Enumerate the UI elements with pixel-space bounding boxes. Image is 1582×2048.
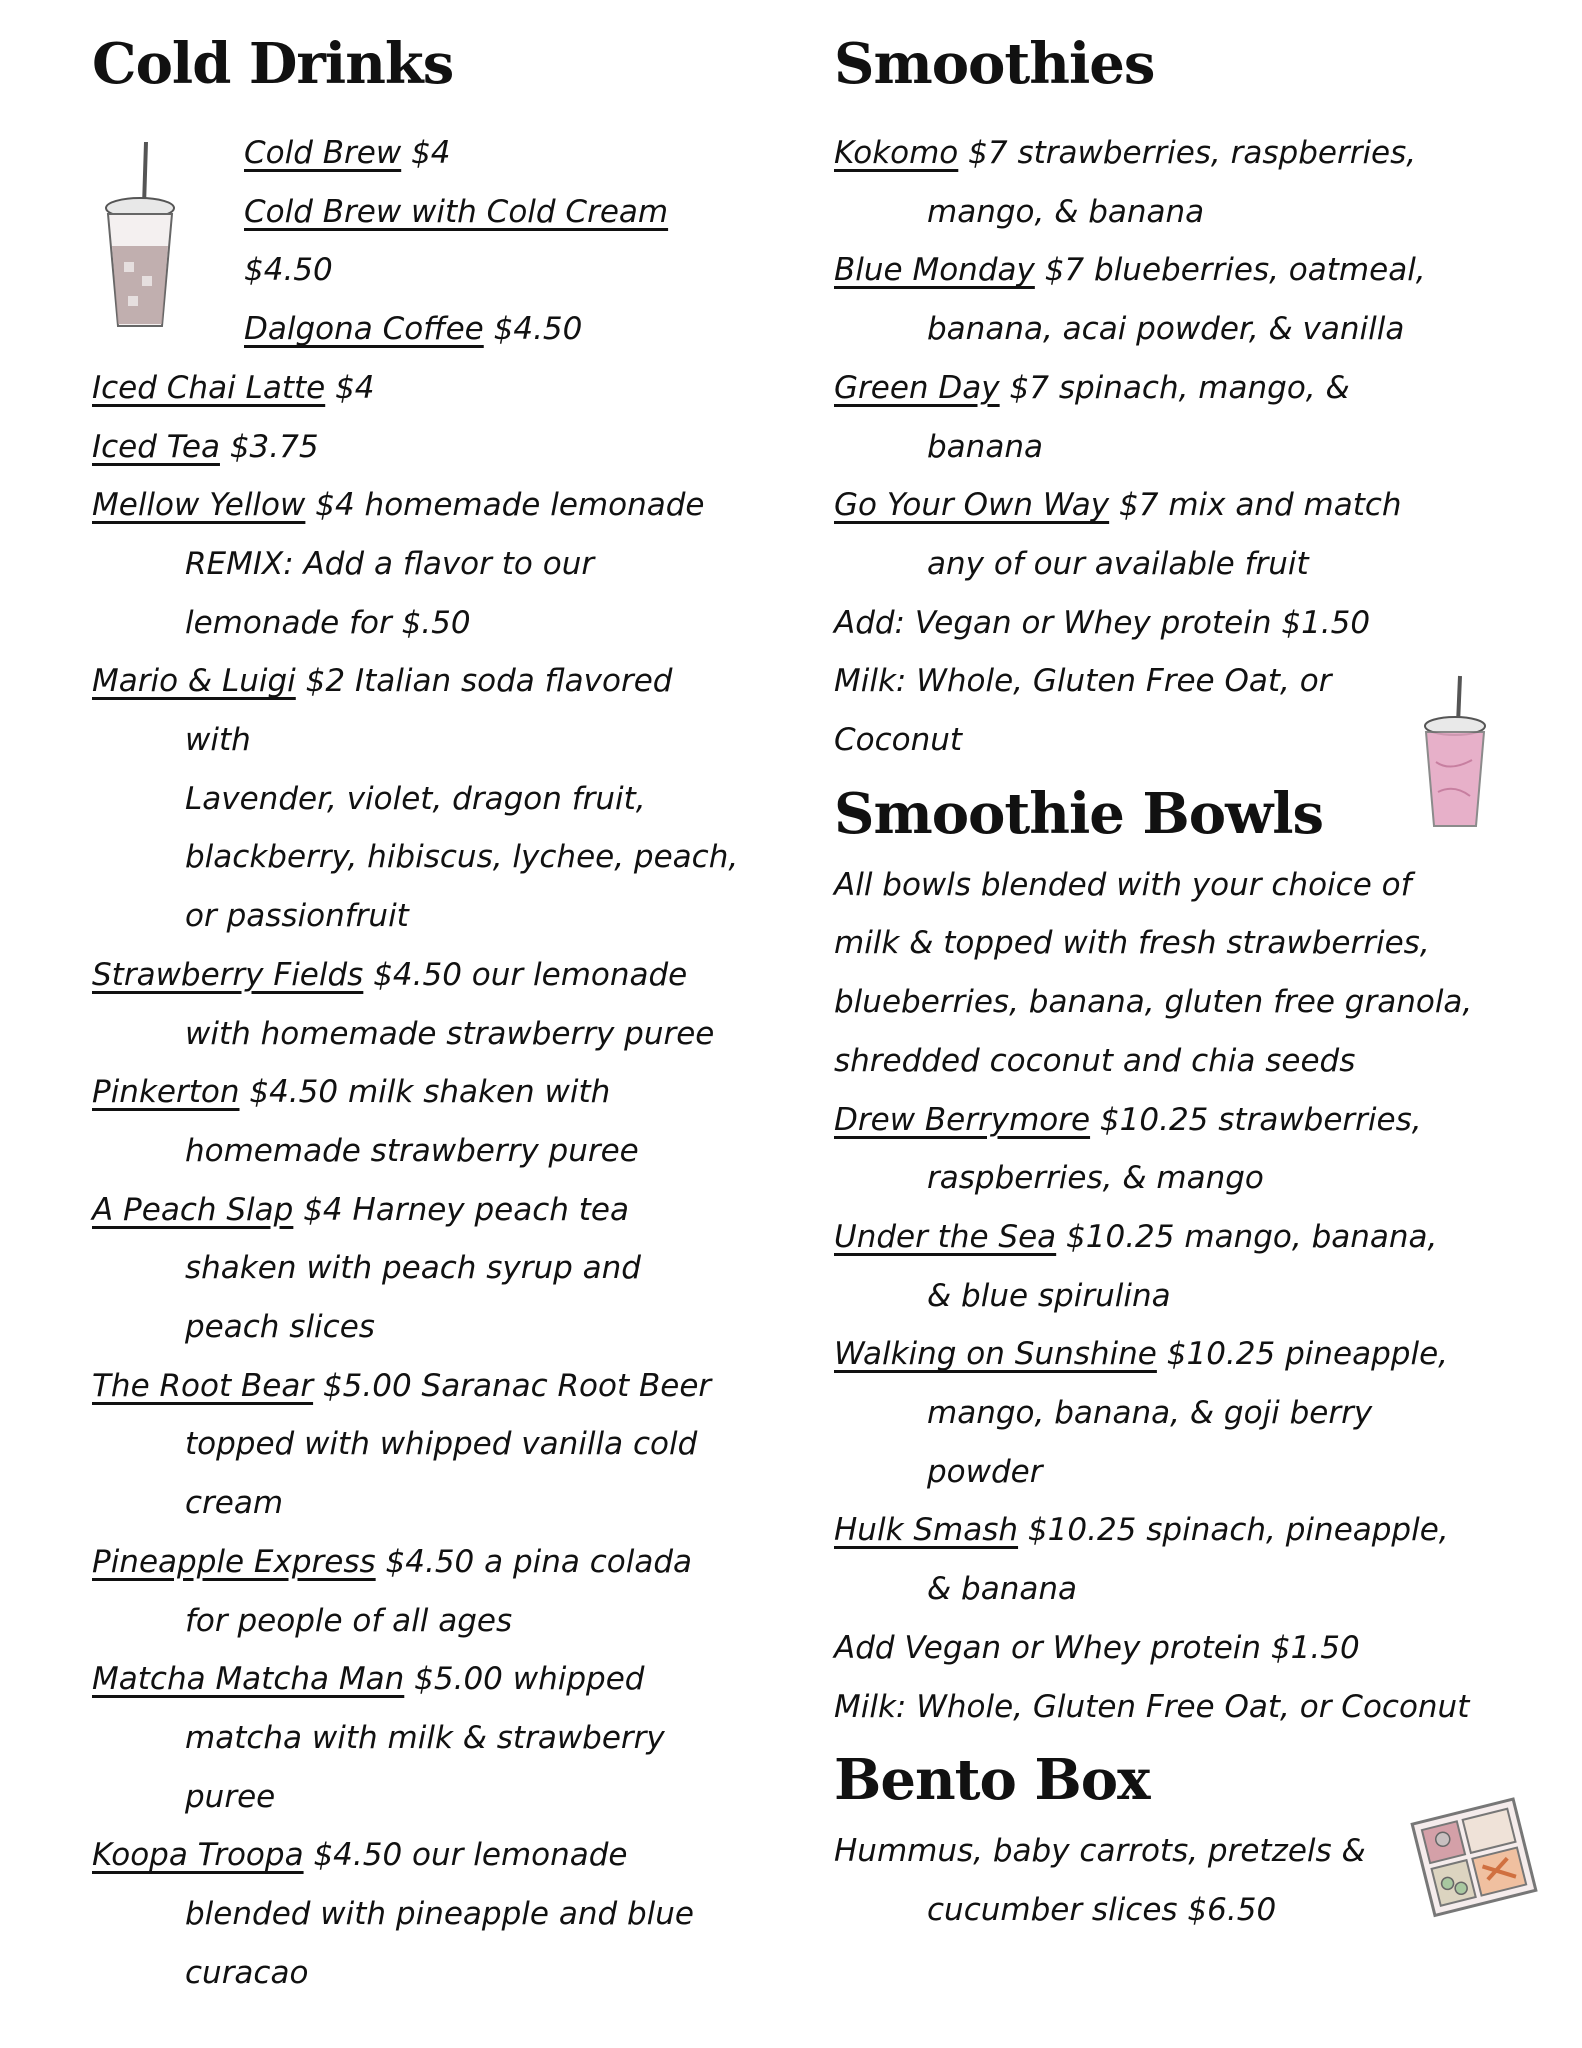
cold-drinks-section: [92, 28, 782, 2003]
menu-item-desc: banana: [927, 428, 1043, 465]
menu-item-desc: puree: [185, 1778, 276, 1815]
menu-item-desc: mango, & banana: [927, 193, 1205, 230]
menu-item: Under the Sea $10.25 mango, banana,: [834, 1218, 1438, 1255]
menu-item: Pineapple Express $4.50 a pina colada: [92, 1543, 693, 1580]
menu-item: Green Day $7 spinach, mango, &: [834, 369, 1350, 406]
menu-item: Blue Monday $7 blueberries, oatmeal,: [834, 252, 1426, 289]
menu-item-desc: mango, banana, & goji berry: [927, 1395, 1373, 1432]
menu-item-desc: any of our available fruit: [927, 545, 1309, 582]
bento-box-icon: [1410, 1792, 1540, 1922]
menu-item: Cold Brew $4: [244, 135, 451, 171]
section-title-smoothies: Smoothies: [834, 31, 1155, 97]
menu-item-desc: or passionfruit: [185, 898, 409, 935]
menu-item-desc: REMIX: Add a flavor to our: [185, 545, 595, 582]
menu-item: The Root Bear $5.00 Saranac Root Beer: [92, 1367, 712, 1404]
menu-item: Matcha Matcha Man $5.00 whipped: [92, 1661, 645, 1698]
bowls-intro-line: milk & topped with fresh strawberries,: [834, 925, 1430, 962]
bowls-intro-line: blueberries, banana, gluten free granola,: [834, 984, 1473, 1021]
menu-item-desc: for people of all ages: [185, 1602, 513, 1639]
add-on-line: Add Vegan or Whey protein $1.50: [834, 1629, 1360, 1666]
menu-item: Strawberry Fields $4.50 our lemonade: [92, 956, 688, 993]
menu-item-price: $4.50: [244, 252, 333, 289]
bento-line: Hummus, baby carrots, pretzels &: [834, 1833, 1366, 1870]
menu-item: Koopa Troopa $4.50 our lemonade: [92, 1837, 628, 1874]
menu-item-desc: curacao: [185, 1954, 309, 1991]
add-on-line: Add: Vegan or Whey protein $1.50: [834, 604, 1371, 641]
section-title-cold-drinks: Cold Drinks: [92, 31, 454, 97]
menu-item-desc: homemade strawberry puree: [185, 1132, 639, 1169]
menu-item: Go Your Own Way $7 mix and match: [834, 487, 1402, 524]
menu-item-desc: Lavender, violet, dragon fruit,: [185, 780, 646, 817]
milk-options-line: Milk: Whole, Gluten Free Oat, or: [834, 663, 1332, 700]
menu-item: Mellow Yellow $4 homemade lemonade: [92, 487, 705, 524]
menu-item: Pinkerton $4.50 milk shaken with: [92, 1074, 611, 1111]
menu-item: Cold Brew with Cold Cream: [244, 193, 669, 230]
menu-item-desc: powder: [927, 1453, 1043, 1490]
menu-item-desc: & banana: [927, 1571, 1077, 1608]
milk-options-line: Coconut: [834, 722, 963, 759]
menu-item: Iced Chai Latte $4: [92, 369, 375, 406]
menu-item-desc: matcha with milk & strawberry: [185, 1719, 665, 1756]
menu-item: Hulk Smash $10.25 spinach, pineapple,: [834, 1512, 1449, 1549]
menu-item: Mario & Luigi $2 Italian soda flavored: [92, 663, 673, 700]
bowls-intro-line: shredded coconut and chia seeds: [834, 1042, 1356, 1079]
menu-item-desc: blended with pineapple and blue: [185, 1896, 695, 1933]
smoothie-cup-icon: [1420, 672, 1490, 832]
menu-item-desc: blackberry, hibiscus, lychee, peach,: [185, 839, 739, 876]
menu-item: A Peach Slap $4 Harney peach tea: [92, 1191, 630, 1228]
smoothies-column: [834, 28, 1534, 1940]
menu-item-desc: & blue spirulina: [927, 1277, 1171, 1314]
menu-item-desc: with: [185, 722, 251, 759]
section-title-smoothie-bowls: Smoothie Bowls: [834, 780, 1324, 847]
iced-coffee-cup-icon: [100, 136, 180, 336]
menu-item-desc: shaken with peach syrup and: [185, 1250, 641, 1287]
menu-item: Walking on Sunshine $10.25 pineapple,: [834, 1336, 1448, 1373]
menu-item-desc: peach slices: [185, 1309, 375, 1346]
menu-item-desc: raspberries, & mango: [927, 1160, 1264, 1197]
menu-item: Iced Tea $3.75: [92, 428, 319, 465]
menu-item-desc: with homemade strawberry puree: [185, 1015, 715, 1052]
menu-item: Dalgona Coffee $4.50: [244, 311, 583, 348]
menu-item-desc: cream: [185, 1485, 284, 1522]
menu-item: Drew Berrymore $10.25 strawberries,: [834, 1101, 1422, 1138]
menu-item-desc: lemonade for $.50: [185, 604, 471, 641]
section-title-bento-box: Bento Box: [834, 1747, 1150, 1814]
menu-item: Kokomo $7 strawberries, raspberries,: [834, 135, 1417, 171]
milk-options-line: Milk: Whole, Gluten Free Oat, or Coconut: [834, 1688, 1470, 1725]
menu-item-desc: banana, acai powder, & vanilla: [927, 311, 1405, 348]
menu-item-desc: topped with whipped vanilla cold: [185, 1426, 698, 1463]
bento-line: cucumber slices $6.50: [927, 1891, 1277, 1928]
bowls-intro-line: All bowls blended with your choice of: [834, 866, 1412, 903]
